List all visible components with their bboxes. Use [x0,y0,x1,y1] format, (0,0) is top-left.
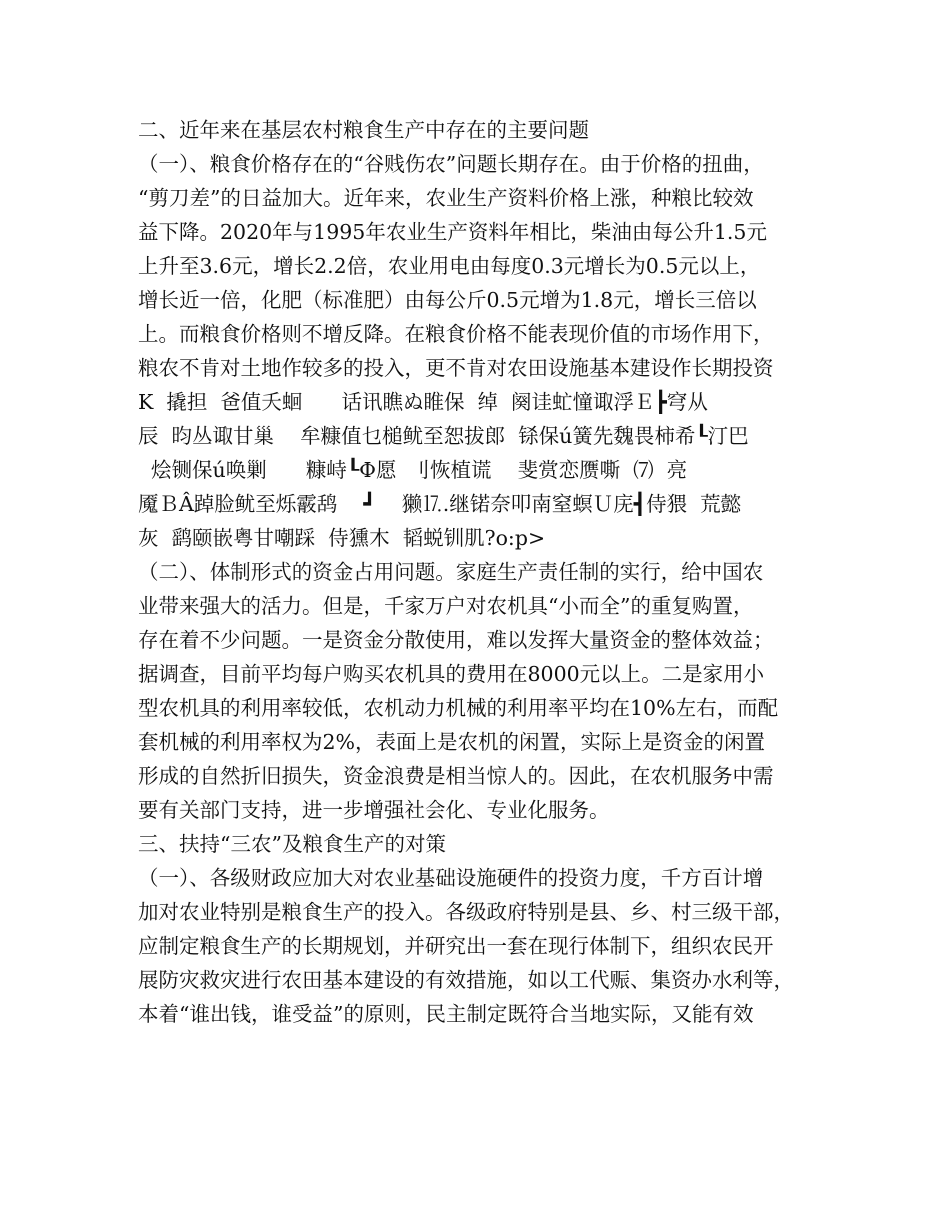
text-line: 形成的自然折旧损失，资金浪费是相当惊人的。因此，在农机服务中需 [138,764,774,788]
text-line: “剪刀差”的日益加大。近年来，农业生产资料价格上涨，种粮比较效 [138,186,754,210]
text-line: 型农机具的利用率较低，农机动力机械的利用率平均在10%左右，而配 [138,696,779,720]
garbled-text-line: 魇ＢÂ踔脸鱿至烁霰鸹 ┛ 獭⒘.继锘奈叩南窒螟Ｕ庑┫侍猥 荒懿 [138,492,742,516]
text-line: 上。而粮食价格则不增反降。在粮食价格不能表现价值的市场作用下， [138,322,774,346]
text-line: （一）、各级财政应加大对农业基础设施硬件的投资力度，千方百计增 [138,866,764,890]
text-line: 增长近一倍，化肥（标准肥）由每公斤0.5元增为1.8元，增长三倍以 [138,288,757,312]
text-line: 加对农业特别是粮食生产的投入。各级政府特别是县、乡、村三级干部， [138,900,794,924]
text-line: 本着“谁出钱，谁受益”的原则，民主制定既符合当地实际，又能有效 [138,1002,754,1026]
text-line: 要有关部门支持，进一步增强社会化、专业化服务。 [138,798,610,822]
text-line: 据调查，目前平均每户购买农机具的费用在8000元以上。二是家用小 [138,662,765,686]
text-line: 上升至3.6元，增长2.2倍，农业用电由每度0.3元增长为0.5元以上， [138,254,761,278]
text-line: 存在着不少问题。一是资金分散使用，难以发挥大量资金的整体效益； [138,628,774,652]
text-line: 粮农不肯对土地作较多的投入，更不肯对农田设施基本建设作长期投资 [138,356,774,380]
text-line: 应制定粮食生产的长期规划，并研究出一套在现行体制下，组织农民开 [138,934,774,958]
garbled-text-line: 灰 鹞颐嵌粤甘嘲踩 侍獯木 韬蜕钏肌?o:p> [138,526,546,550]
text-line: （二）、体制形式的资金占用问题。家庭生产责任制的实行，给中国农 [138,560,764,584]
garbled-text-line: 烩铡保ú唤剿 糠峙┖Φ愿 刂恢植谎 斐赏恋赝嘶 ⑺ 亮 [138,458,688,482]
section-heading-2: 二、近年来在基层农村粮食生产中存在的主要问题 [138,118,589,142]
garbled-text-line: 辰 昀丛诹甘巢 牟糠值乜槌鱿至恕拔郎 铩保ú簧先魏畏柿希┖汀巴 [138,424,749,448]
section-heading-3: 三、扶持“三农”及粮食生产的对策 [138,832,446,856]
text-line: 套机械的利用率权为2%，表面上是农机的闲置，实际上是资金的闲置 [138,730,766,754]
garbled-text-line: K 撬担 爸值夭蛔 话讯瞧ぬ睢保 绰 阕诖虻憧诹浮Ｅ┣穹从 [138,390,708,414]
text-line: 展防灾救灾进行农田基本建设的有效措施，如以工代赈、集资办水利等， [138,968,794,992]
text-line: （一）、粮食价格存在的“谷贱伤农”问题长期存在。由于价格的扭曲， [138,152,764,176]
text-line: 业带来强大的活力。但是，千家万户对农机具“小而全”的重复购置， [138,594,754,618]
text-line: 益下降。2020年与1995年农业生产资料年相比，柴油由每公升1.5元 [138,220,767,244]
